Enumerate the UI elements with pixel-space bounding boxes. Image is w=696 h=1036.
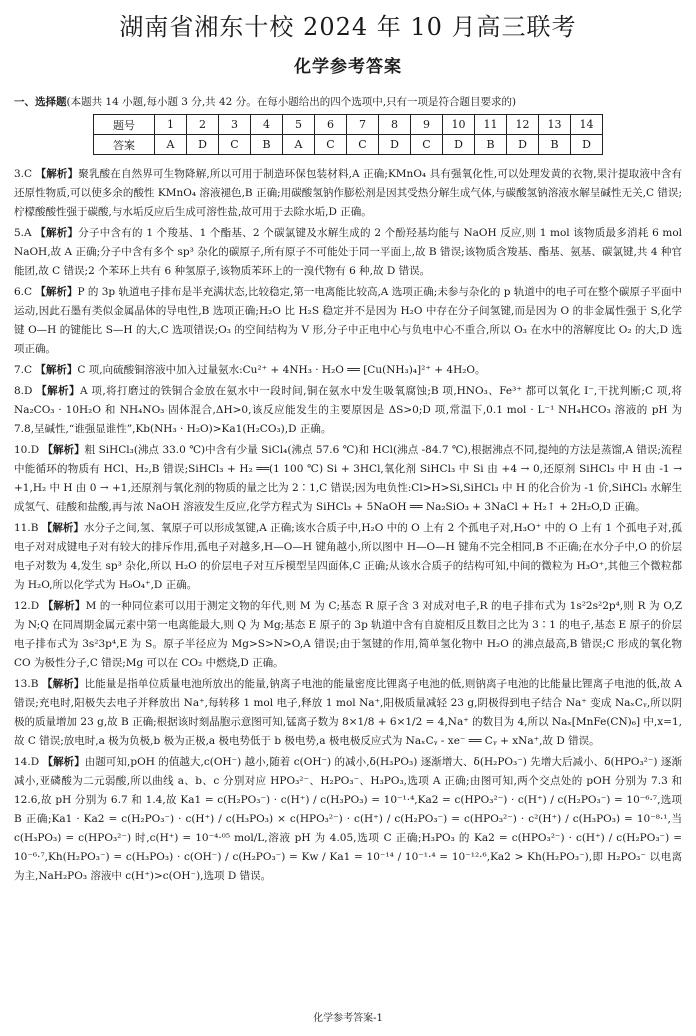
question-number: 1 — [155, 115, 187, 135]
item-tag: 【解析】 — [35, 227, 79, 239]
question-number: 8 — [379, 115, 411, 135]
item-text: 由题可知,pOH 的值越大,c(OH⁻) 越小,随着 c(OH⁻) 的减小,δ(H₃PO₃) 逐渐增大、δ(H₂PO₃⁻) 先增大后减小、δ(HPO₃²⁻) 逐渐减小,亚磷酸为二元弱酸,所以曲线 a、b、c 分别对应 HPO₃²⁻、H₂PO₃⁻、H₃PO₃,选项 A 正确;由图可知,两个交点处的 pOH 分别为 7.3 和 12.6,故 pH 分别为 6.7 和 1.4,故 Ka1 = c(H₂PO₃⁻) · c(H⁺) / c(H₃PO₃) = 10⁻¹·⁴,Ka2 = c(HPO₃²⁻) · c(H⁺) / c(H₂PO₃⁻) = 10⁻⁶·⁷,选项 B 正确;Ka1 · Ka2 = c(H₂PO₃⁻) · c(H⁺) / c(H₃PO₃) × c(HPO₃²⁻) · c(H⁺) / c(H₂PO₃⁻) = c(HPO₃²⁻) · c²(H⁺) / c(H₃PO₃) = 10⁻⁸·¹,当 c(H₃PO₃) = c(HPO₃²⁻) 时,c(H⁺) = 10⁻⁴·⁰⁵ mol/L,溶液 pH 为 4.05,选项 C 正确;H₃PO₃ 的 Ka2 = c(HPO₃²⁻) · c(H⁺) / c(H₂PO₃⁻) = 10⁻⁶·⁷,Kh(H₂PO₃⁻) = c(H₃PO₃) · c(OH⁻) / c(H₂PO₃⁻) = Kw / Ka1 = 10⁻¹⁴ / 10⁻¹·⁴ = 10⁻¹²·⁶,Ka2 > Kh(H₂PO₃⁻),即 H₂PO₃⁻ 以电离为主,NaH₂PO₃ 溶液中 c(H⁺)>c(OH⁻),选项 D 错误。 — [14, 756, 682, 882]
answer-cell: D — [507, 135, 539, 155]
item-text: 水分子之间,氢、氧原子可以形成氢键,A 正确;该水合质子中,H₂O 中的 O 上有 2 个孤电子对,H₃O⁺ 中的 O 上有 1 个孤电子对,孤电子对对成键电子对有较大的排斥作用,孤电子对越多,H—O—H 键角越小,所以图中 H—O—H 键角不完全相同,B 不正确;在水分子中,O 的价层电子对数为 4,发生 sp³ 杂化,所以 H₂O 的价层电子对互斥模型呈四面体,C 正确;从该水合质子的结构可知,中间的微粒为 H₃O⁺,其他三个微粒都为 H₂O,所以化学式为 H₉O₄⁺,D 正确。 — [14, 522, 682, 591]
answer-cell: D — [443, 135, 475, 155]
item-text: 分子中含有的 1 个羧基、1 个酯基、2 个碳氯键及水解生成的 2 个酚羟基均能与 NaOH 反应,则 1 mol 该物质最多消耗 6 mol NaOH,故 A 正确;分子中含有多个 sp³ 杂化的碳原子,所有原子不可能处于同一平面上,故 B 错误;该物质含羧基、酯基、氨基、碳氯键,共 4 种官能团,故 C 错误;2 个苯环上共有 6 种氢原子,该物质苯环上的一溴代物有 6 种,故 D 错误。 — [14, 227, 683, 277]
page-subtitle: 化学参考答案 — [294, 57, 402, 77]
answer-table-number-row — [94, 115, 603, 135]
question-number: 12 — [507, 115, 539, 135]
item-number: 11.B — [14, 522, 39, 534]
explanation-item — [14, 382, 682, 439]
item-tag: 【解析】 — [42, 600, 86, 612]
question-number: 6 — [315, 115, 347, 135]
answer-cell: C — [315, 135, 347, 155]
item-text: A 项,将打磨过的铁铜合金放在氨水中一段时间,铜在氨水中发生吸氧腐蚀;B 项,HNO₃、Fe³⁺ 都可以氧化 I⁻,干扰判断;C 项,将 Na₂CO₃ · 10H₂O 和 NH₄NO₃ 固体混合,ΔH>0,该反应能发生的主要原因是 ΔS>0;D 项,常温下,0.1 mol · L⁻¹ NH₄HCO₃ 溶液的 pH 为 7.8,呈碱性,“谁强显谁性”,Kb(NH₃ · H₂O)>Ka1(H₂CO₃),D 正确。 — [14, 385, 683, 435]
question-number: 13 — [539, 115, 571, 135]
question-number: 7 — [347, 115, 379, 135]
answer-cell: A — [283, 135, 315, 155]
item-number: 8.D — [14, 385, 33, 397]
item-tag: 【解析】 — [36, 385, 81, 397]
answer-cell: B — [251, 135, 283, 155]
question-number: 9 — [411, 115, 443, 135]
answer-cell: D — [379, 135, 411, 155]
question-number: 11 — [475, 115, 507, 135]
item-number: 7.C — [14, 364, 33, 376]
item-number: 6.C — [14, 286, 33, 298]
item-number: 3.C — [14, 168, 33, 180]
explanation-item — [14, 165, 682, 222]
item-number: 12.D — [14, 600, 40, 612]
answer-cell: B — [475, 135, 507, 155]
item-tag: 【解析】 — [35, 168, 79, 180]
item-number: 5.A — [14, 227, 32, 239]
explanation-item — [14, 224, 682, 281]
question-number: 5 — [283, 115, 315, 135]
item-tag: 【解析】 — [41, 522, 84, 534]
page-footer: 化学参考答案-1 — [313, 1013, 383, 1024]
explanation-item — [14, 753, 682, 886]
answer-cell: D — [571, 135, 603, 155]
answer-cell: C — [219, 135, 251, 155]
item-text: C 项,向硫酸铜溶液中加入过量氨水:Cu²⁺ + 4NH₃ · H₂O ══ [Cu(NH₃)₄]²⁺ + 4H₂O。 — [77, 364, 486, 376]
explanation-item — [14, 597, 682, 673]
item-text: M 的一种同位素可以用于测定文物的年代,则 M 为 C;基态 R 原子含 3 对成对电子,R 的电子排布式为 1s²2s²2p⁴,则 R 为 O,Z 为 N;Q 在同周期金属元素中第一电离能最大,则 Q 为 Mg;基态 E 原子的 3p 轨道中含有自旋相反且数目之比为 3∶1 的电子,基态 E 原子的价层电子排布式为 3s²3p⁴,E 为 S。原子半径应为 Mg>S>N>O,A 错误;由于氢键的作用,简单氢化物中 H₂O 的沸点最高,B 错误;C 形成的氧化物 CO 为极性分子,C 错误;Mg 可以在 CO₂ 中燃烧,D 正确。 — [14, 600, 682, 669]
question-number: 14 — [571, 115, 603, 135]
item-text: 聚乳酸在自然界可生物降解,所以可用于制造环保包装材料,A 正确;KMnO₄ 具有强氧化性,可以处理发黄的衣物,果汁提取液中含有还原性物质,可以使多余的酸性 KMnO₄ 溶液褪色,B 正确;用碳酸氢钠作膨松剂是因其受热分解生成气体,与碳酸氢钠溶液水解呈碱性无关,C 错误;柠檬酸酸性强于碳酸,与水垢反应后生成可溶性盐,故可用于去除水垢,D 正确。 — [14, 168, 682, 218]
row-label-number: 题号 — [94, 115, 155, 135]
question-number: 10 — [443, 115, 475, 135]
explanation-item — [14, 441, 682, 517]
item-tag: 【解析】 — [35, 364, 78, 376]
item-tag: 【解析】 — [42, 756, 85, 768]
item-number: 13.B — [14, 678, 39, 690]
answer-table — [93, 114, 603, 155]
section-head: 一、选择题 — [14, 96, 67, 108]
section-desc: (本题共 14 小题,每小题 3 分,共 42 分。在每小题给出的四个选项中,只有一项是符合题目要求的) — [66, 96, 517, 108]
section-choice-heading — [14, 95, 682, 110]
explanation-item — [14, 675, 682, 751]
answer-cell: C — [347, 135, 379, 155]
page-title: 湖南省湘东十校 2024 年 10 月高三联考 — [119, 13, 577, 41]
item-tag: 【解析】 — [41, 678, 85, 690]
answer-table-answer-row — [94, 135, 603, 155]
explanation-item — [14, 519, 682, 595]
item-number: 14.D — [14, 756, 40, 768]
item-tag: 【解析】 — [42, 444, 85, 456]
answer-cell: B — [539, 135, 571, 155]
item-text: 比能量是指单位质量电池所放出的能量,钠离子电池的能量密度比锂离子电池的低,则钠离子电池的比能量比锂离子电池的低,故 A 错误;充电时,阳极失去电子并释放出 Na⁺,每转移 1 mol 电子,释放 1 mol Na⁺,阳极质量减轻 23 g,阴极得到电子结合 Na⁺ 变成 NaₓCᵧ,所以阴极的质量增加 23 g,故 B 正确;根据该时刻晶胞示意图可知,锰离子数为 8×1/8 + 6×1/2 = 4,Na⁺ 的数目为 4,所以 Naₓ[MnFe(CN)₆] 中,x=1,故 C 错误;放电时,a 极为负极,b 极为正极,a 极电势低于 b 极电势,a 极电极反应式为 NaₓCᵧ - xe⁻ ══ Cᵧ + xNa⁺,故 D 错误。 — [14, 678, 683, 747]
answer-cell: D — [187, 135, 219, 155]
question-number: 4 — [251, 115, 283, 135]
question-number: 2 — [187, 115, 219, 135]
row-label-answer: 答案 — [94, 135, 155, 155]
answer-cell: C — [411, 135, 443, 155]
item-number: 10.D — [14, 444, 40, 456]
item-text: P 的 3p 轨道电子排布是半充满状态,比较稳定,第一电离能比较高,A 选项正确;未参与杂化的 p 轨道中的电子可在整个碳原子平面中运动,因此石墨有类似金属晶体的导电性,B 选项正确;H₂O 比 H₂S 稳定并不是因为 H₂O 中存在分子间氢键,而是因为 O 的非金属性强于 S,化学键 O—H 的键能比 S—H 的大,C 选项错误;O₃ 的空间结构为 V 形,分子中正电中心与负电中心不重合,所以 O₃ 在水中的溶解度比 O₂ 的大,D 选项正确。 — [14, 286, 682, 355]
answer-cell: A — [155, 135, 187, 155]
explanation-item — [14, 361, 682, 380]
question-number: 3 — [219, 115, 251, 135]
item-tag: 【解析】 — [35, 286, 78, 298]
item-text: 粗 SiHCl₃(沸点 33.0 ℃)中含有少量 SiCl₄(沸点 57.6 ℃)和 HCl(沸点 -84.7 ℃),根据沸点不同,提纯的方法是蒸馏,A 错误;流程中能循环的物质有 HCl、H₂,B 错误;SiHCl₃ + H₂ ══(1 100 ℃) Si + 3HCl,氧化剂 SiHCl₃ 中 Si 由 +4 → 0,还原剂 SiHCl₃ 中 H 由 -1 → +1,H₂ 中 H 由 0 → +1,还原剂与氧化剂的物质的量之比为 2∶1,C 错误;因为电负性:Cl>H>Si,SiHCl₃ 中 H 的化合价为 -1 价,SiHCl₃ 水解生成氢气、硅酸和盐酸,再与浓 NaOH 溶液发生反应,化学方程式为 SiHCl₃ + 5NaOH ══ Na₂SiO₃ + 3NaCl + H₂↑ + 2H₂O,D 正确。 — [14, 444, 682, 513]
explanation-item — [14, 283, 682, 359]
